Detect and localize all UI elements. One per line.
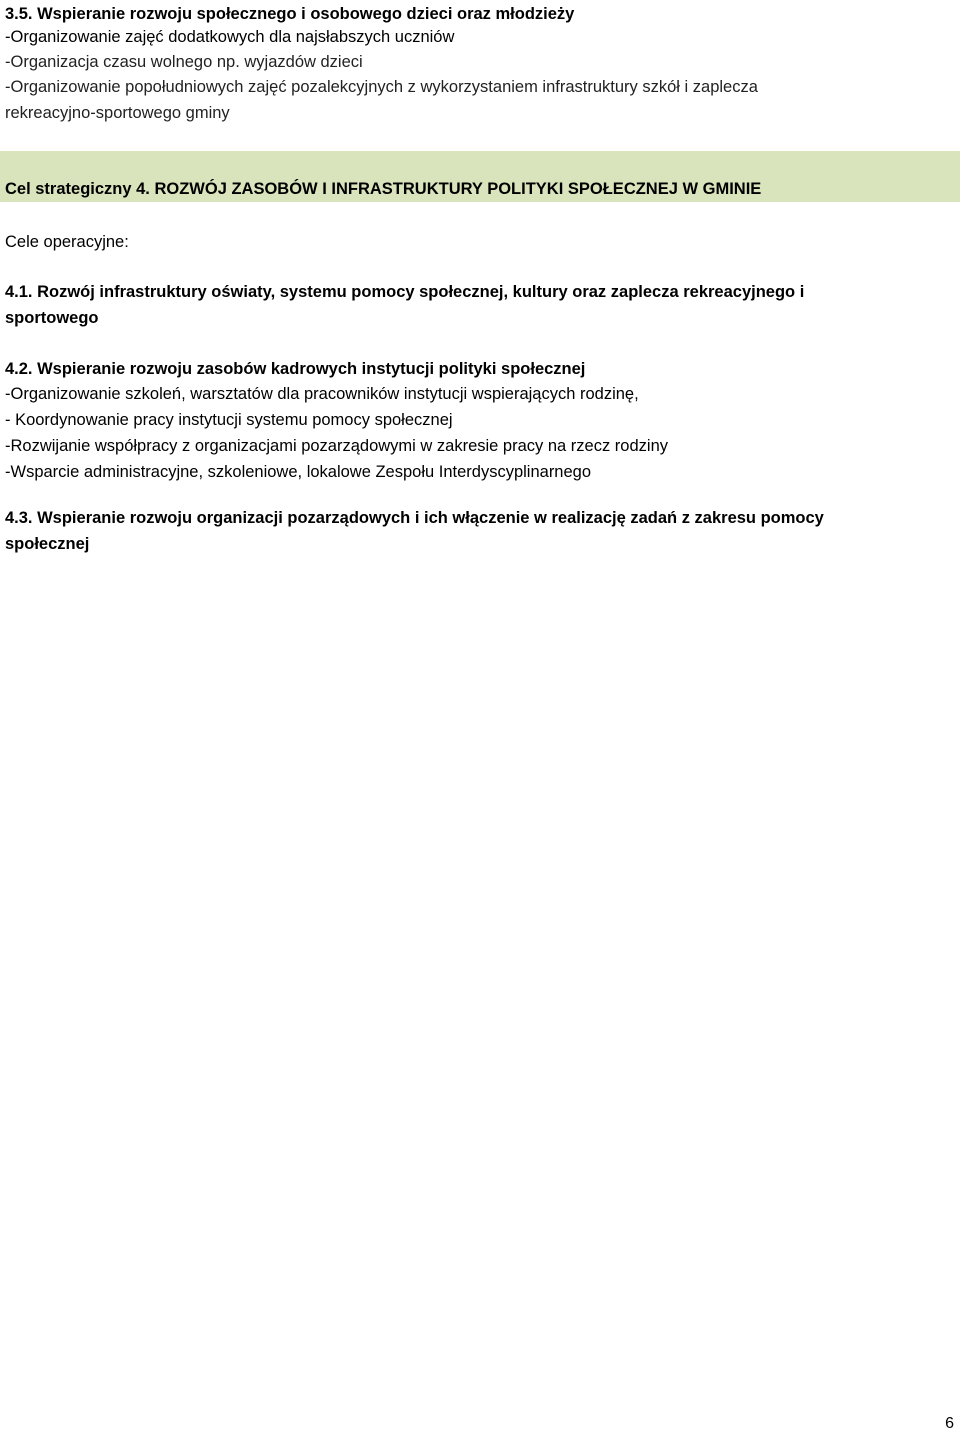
goal-4-2-item: - Koordynowanie pracy instytucji systemu pomocy społecznej: [5, 411, 453, 429]
operational-goals-label: Cele operacyjne:: [5, 233, 129, 251]
goal-4-3-heading: 4.3. Wspieranie rozwoju organizacji pozarządowych i ich włączenie w realizację zadań z zakresu pomocy: [5, 509, 824, 527]
section-3-5-item: -Organizacja czasu wolnego np. wyjazdów dzieci: [5, 53, 363, 71]
section-3-5-item: -Organizowanie popołudniowych zajęć pozalekcyjnych z wykorzystaniem infrastruktury szkół i zaplecza: [5, 78, 758, 96]
section-3-5-item: -Organizowanie zajęć dodatkowych dla najsłabszych uczniów: [5, 28, 455, 46]
goal-4-2-item: -Organizowanie szkoleń, warsztatów dla pracowników instytucji wspierających rodzinę,: [5, 385, 639, 403]
page-number: 6: [945, 1415, 954, 1432]
goal-4-2-item: -Rozwijanie współpracy z organizacjami pozarządowymi w zakresie pracy na rzecz rodziny: [5, 437, 668, 455]
strategic-goal-title: Cel strategiczny 4. ROZWÓJ ZASOBÓW I INFRASTRUKTURY POLITYKI SPOŁECZNEJ W GMINIE: [5, 180, 762, 198]
goal-4-2-heading: 4.2. Wspieranie rozwoju zasobów kadrowych instytucji polityki społecznej: [5, 360, 586, 378]
goal-4-1-heading: 4.1. Rozwój infrastruktury oświaty, systemu pomocy społecznej, kultury oraz zaplecza rekreacyjnego i: [5, 283, 805, 301]
goal-4-3-heading-continued: społecznej: [5, 535, 90, 553]
goal-4-1-heading-continued: sportowego: [5, 309, 99, 327]
section-3-5-heading: 3.5. Wspieranie rozwoju społecznego i osobowego dzieci oraz młodzieży: [5, 5, 575, 23]
section-3-5-item: rekreacyjno-sportowego gminy: [5, 104, 230, 122]
goal-4-2-item: -Wsparcie administracyjne, szkoleniowe, lokalowe Zespołu Interdyscyplinarnego: [5, 463, 592, 481]
